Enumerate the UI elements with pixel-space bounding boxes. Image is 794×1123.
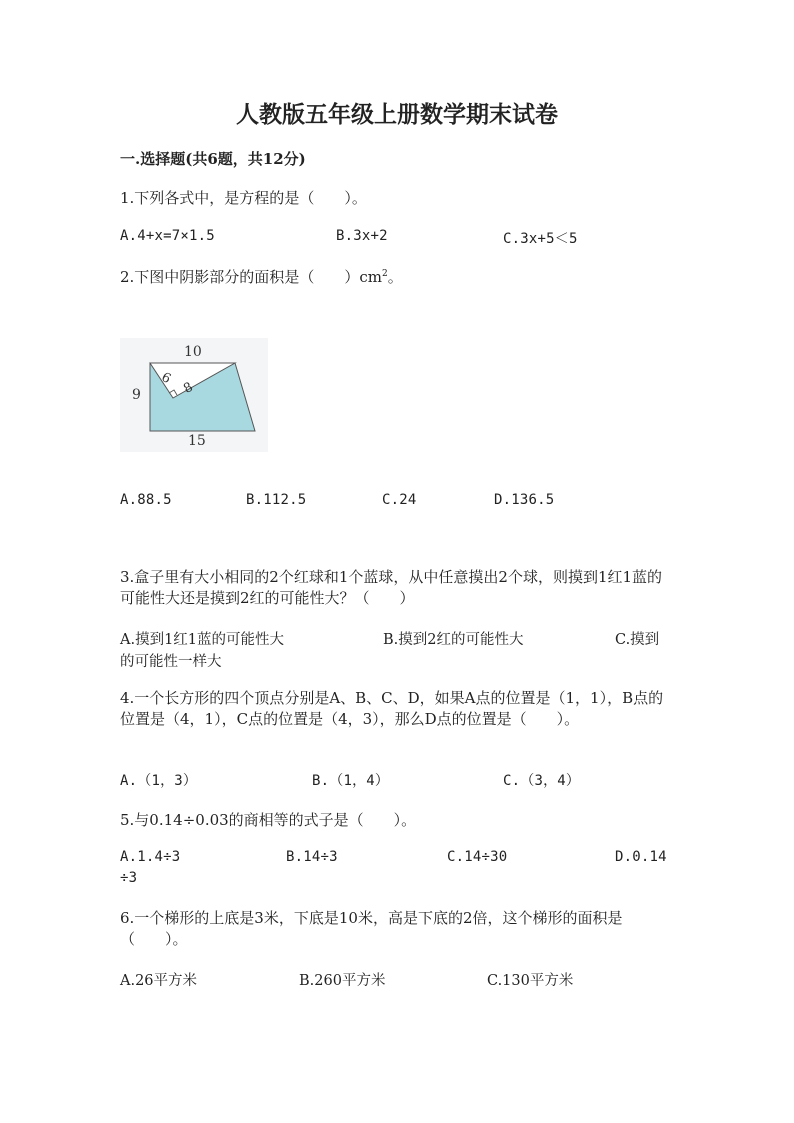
section-heading: 一.选择题(共6题，共12分) (120, 150, 306, 168)
question-2-stem-end: 。 (387, 268, 403, 286)
question-1-option-b: B.3x+2 (336, 228, 388, 244)
page-title: 人教版五年级上册数学期末试卷 (236, 101, 558, 128)
question-2-option-a: A.88.5 (120, 492, 172, 508)
question-3-option-a: A.摸到1红1蓝的可能性大 (120, 632, 285, 648)
question-2-stem-sup: 2 (381, 269, 388, 279)
question-4-option-b: B.（1，4） (312, 773, 390, 789)
question-6-stem: 6.一个梯形的上底是3米，下底是10米，高是下底的2倍，这个梯形的面积是（ ）。 (120, 909, 623, 948)
question-2-option-d: D.136.5 (494, 492, 555, 508)
question-5-stem: 5.与0.14÷0.03的商相等的式子是（ ）。 (120, 811, 417, 829)
question-6-option-c: C.130平方米 (487, 973, 574, 989)
label-diag-a: 6 (158, 369, 174, 388)
question-1-option-c: C.3x+5＜5 (503, 231, 578, 247)
question-5-option-c: C.14÷30 (447, 849, 508, 865)
question-3-stem: 3.盒子里有大小相同的2个红球和1个蓝球，从中任意摸出2个球，则摸到1红1蓝的可能性大还是摸到2红的可能性大？（ ） (120, 568, 663, 607)
label-diag-b: 8 (181, 379, 196, 397)
label-top: 10 (184, 344, 202, 360)
question-5-option-b: B.14÷3 (286, 849, 338, 865)
question-5-option-d-continued: ÷3 (120, 870, 138, 886)
question-5-option-a: A.1.4÷3 (120, 849, 181, 865)
question-2-option-c: C.24 (382, 492, 417, 508)
shaded-area-figure (120, 338, 268, 452)
question-6-option-a: A.26平方米 (120, 973, 198, 989)
question-2-stem (120, 266, 403, 287)
question-4-option-c: C.（3，4） (503, 773, 581, 789)
question-3-option-c: C.摸到 (615, 632, 660, 648)
question-4-stem: 4.一个长方形的四个顶点分别是A、B、C、D，如果A点的位置是（1，1），B点的位置是（4，1），C点的位置是（4，3），那么D点的位置是（ ）。 (120, 689, 664, 728)
question-3-option-c-continued: 的可能性一样大 (120, 654, 222, 670)
question-5-option-d: D.0.14 (615, 849, 667, 865)
question-2-stem-text: 2.下图中阴影部分的面积是（ ）cm (120, 268, 382, 286)
question-4-option-a: A.（1，3） (120, 773, 198, 789)
question-3-option-b: B.摸到2红的可能性大 (383, 632, 524, 648)
question-6-option-b: B.260平方米 (299, 973, 386, 989)
question-1-option-a: A.4+x=7×1.5 (120, 228, 215, 244)
label-bottom: 15 (188, 433, 206, 449)
question-2-option-b: B.112.5 (246, 492, 307, 508)
question-1-stem: 1.下列各式中，是方程的是（ ）。 (120, 189, 367, 207)
label-left: 9 (132, 387, 141, 403)
